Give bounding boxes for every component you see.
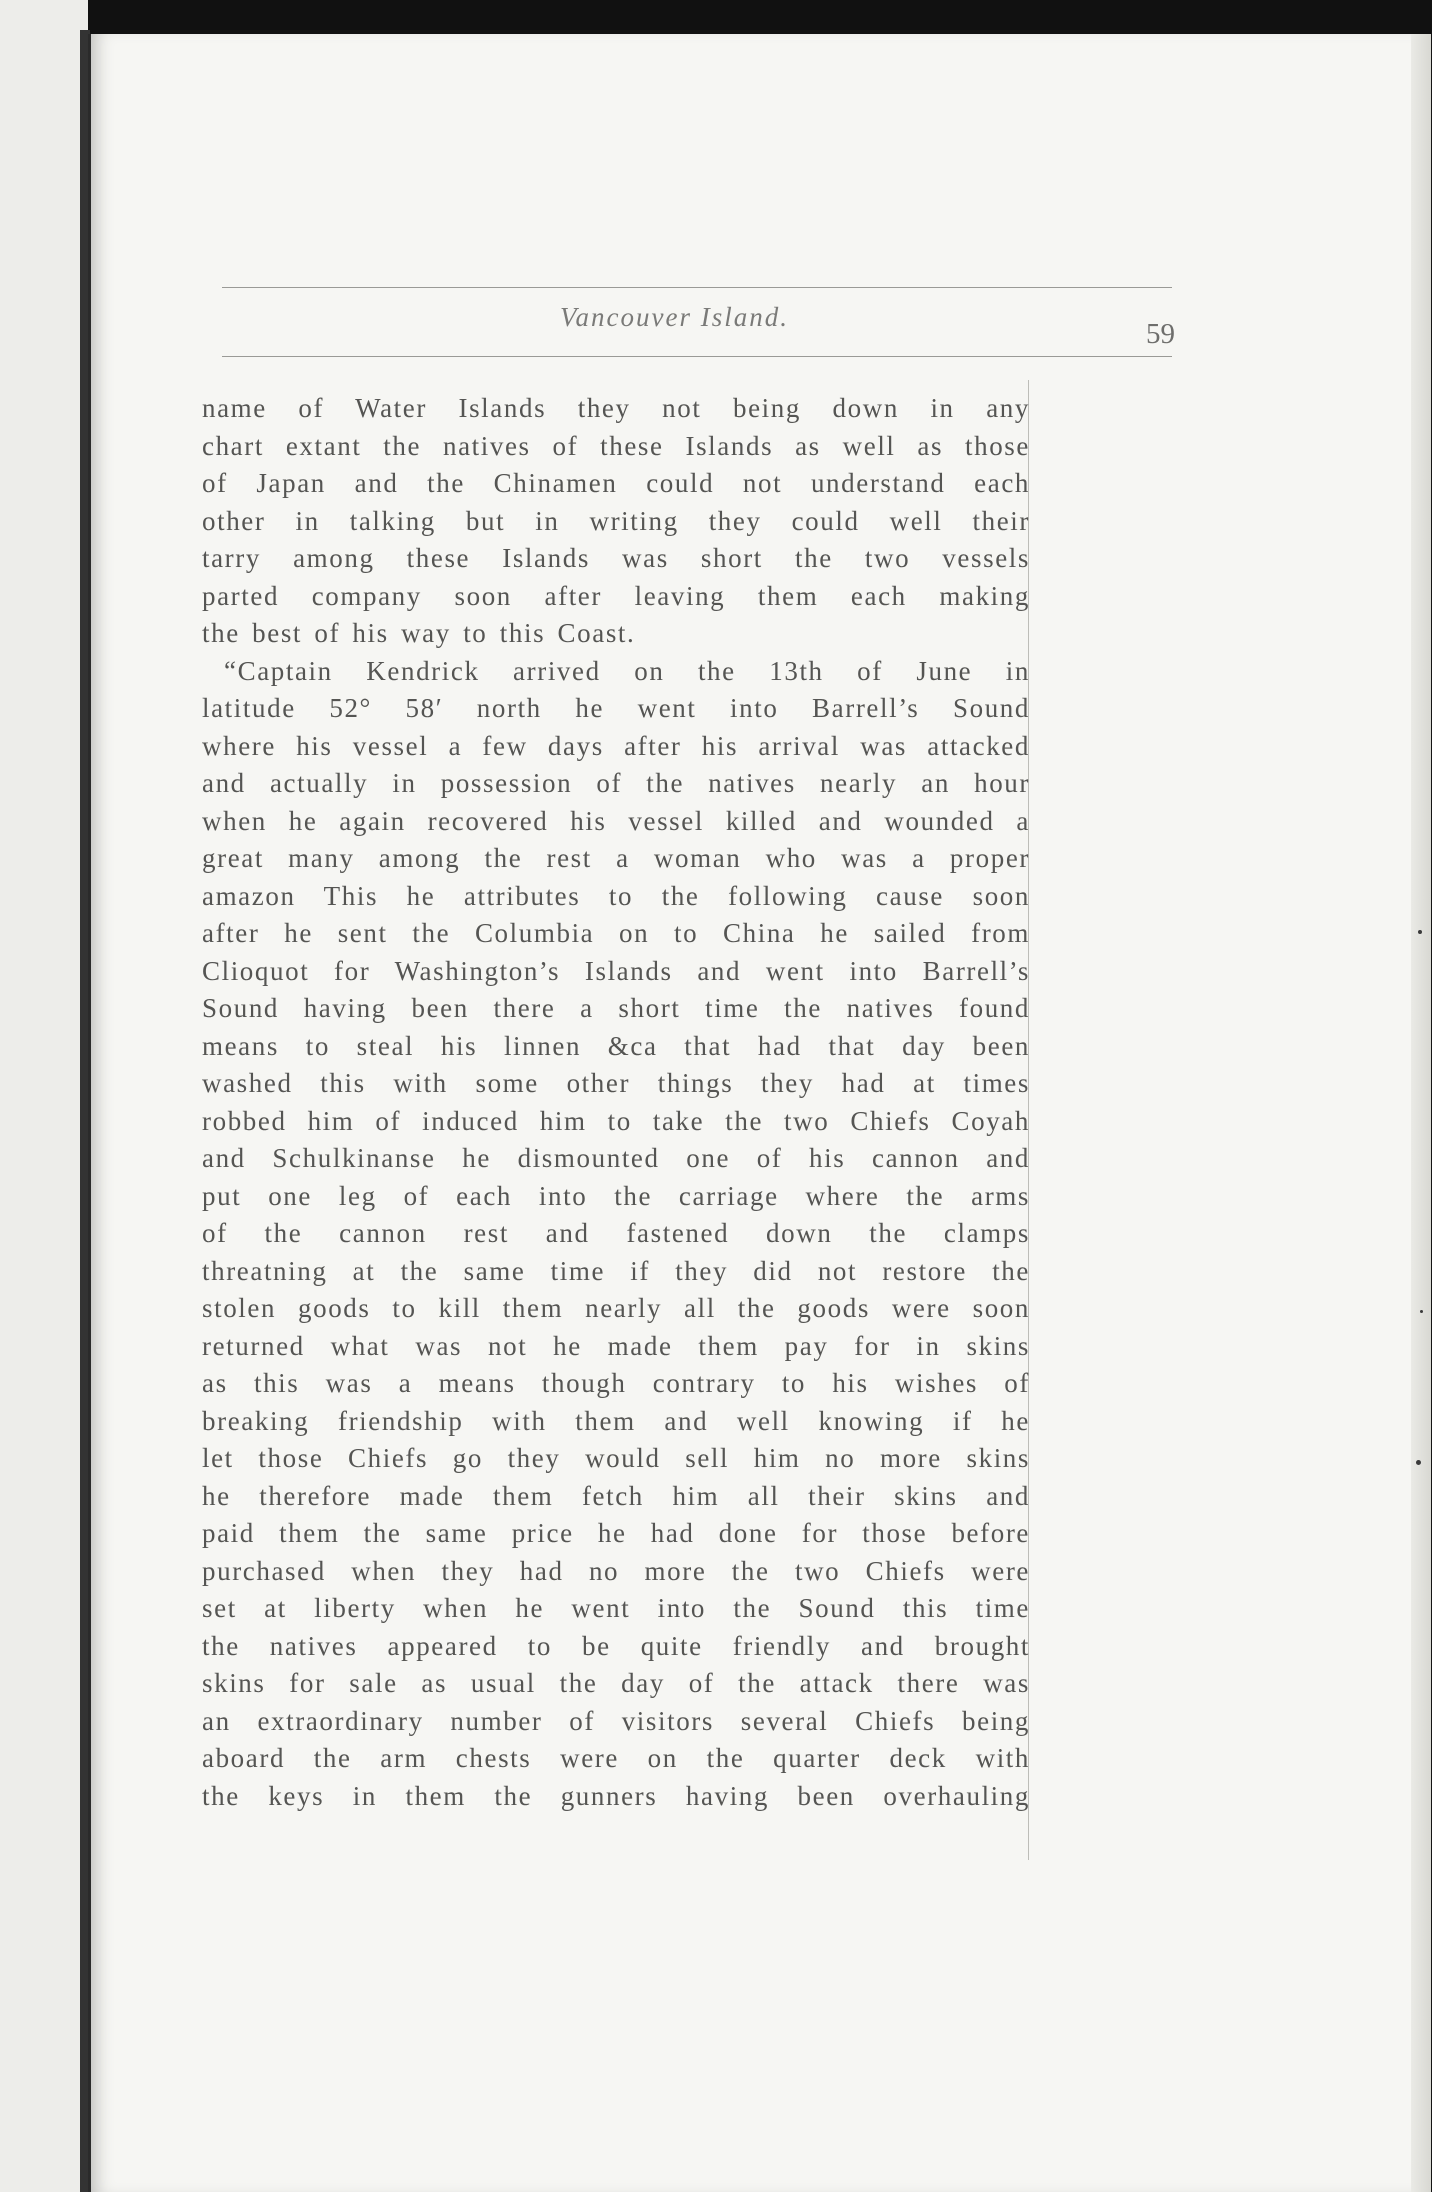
text-line: paid them the same price he had done for those before [202, 1518, 1030, 1548]
text-line: stolen goods to kill them nearly all the goods were soon [202, 1293, 1030, 1323]
text-line: returned what was not he made them pay for in skins [202, 1330, 1030, 1361]
text-line: he therefore made them fetch him all their skins and [202, 1480, 1030, 1511]
text-line: put one leg of each into the carriage where the arms [202, 1180, 1030, 1211]
text-line: let those Chiefs go they would sell him no more skins [202, 1443, 1030, 1473]
text-line: chart extant the natives of these Islands as well as those [202, 430, 1030, 461]
text-line: and Schulkinanse he dismounted one of his cannon and [202, 1143, 1030, 1173]
text-line: and actually in possession of the natives nearly an hour [202, 768, 1030, 798]
text-line: “Captain Kendrick arrived on the 13th of June in [224, 655, 1030, 686]
page-number: 59 [1146, 318, 1175, 350]
text-line: latitude 52° 58′ north he went into Barrell’s Sound [202, 693, 1030, 723]
page-right-edge [1411, 34, 1431, 2192]
text-line: purchased when they had no more the two Chiefs were [202, 1555, 1030, 1586]
text-line: the natives appeared to be quite friendly and brought [202, 1630, 1030, 1661]
text-line: skins for sale as usual the day of the attack there was [202, 1668, 1030, 1698]
text-line: Clioquot for Washington’s Islands and went into Barrell’s [202, 955, 1030, 986]
text-line: threatning at the same time if they did not restore the [202, 1255, 1030, 1286]
text-line: of Japan and the Chinamen could not understand each [202, 468, 1030, 498]
header-rule-bottom [222, 356, 1172, 357]
text-line: where his vessel a few days after his arrival was attacked [202, 730, 1030, 761]
text-line: of the cannon rest and fastened down the clamps [202, 1218, 1030, 1248]
text-line: Sound having been there a short time the natives found [202, 993, 1030, 1023]
scan-speck [1420, 1310, 1423, 1313]
text-line: great many among the rest a woman who was a proper [202, 843, 1030, 873]
text-line: an extraordinary number of visitors several Chiefs being [202, 1705, 1030, 1736]
text-line: amazon This he attributes to the following cause soon [202, 880, 1030, 911]
running-head: Vancouver Island. [560, 302, 789, 332]
text-line: when he again recovered his vessel killed and wounded a [202, 805, 1030, 836]
facing-page-edge [0, 0, 88, 2192]
text-line: means to steal his linnen &ca that had that day been [202, 1030, 1030, 1061]
text-line: tarry among these Islands was short the two vessels [202, 543, 1030, 573]
header-rule-top [222, 287, 1172, 288]
text-line: parted company soon after leaving them each making [202, 580, 1030, 611]
text-line: after he sent the Columbia on to China he sailed from [202, 918, 1030, 948]
text-line: breaking friendship with them and well knowing if he [202, 1405, 1030, 1436]
text-line: washed this with some other things they had at times [202, 1068, 1030, 1098]
text-line: name of Water Islands they not being down in any [202, 393, 1030, 423]
body-text [202, 390, 1030, 1815]
text-line: the best of his way to this Coast. [202, 618, 636, 648]
scan-speck [1418, 930, 1422, 934]
text-line: other in talking but in writing they could well their [202, 505, 1030, 536]
scan-speck [1416, 1460, 1421, 1465]
text-line: the keys in them the gunners having been overhauling [202, 1780, 1030, 1811]
text-line: set at liberty when he went into the Sound this time [202, 1593, 1030, 1623]
text-line: as this was a means though contrary to his wishes of [202, 1368, 1030, 1398]
text-line: robbed him of induced him to take the two Chiefs Coyah [202, 1105, 1030, 1136]
text-line: aboard the arm chests were on the quarter deck with [202, 1743, 1030, 1773]
